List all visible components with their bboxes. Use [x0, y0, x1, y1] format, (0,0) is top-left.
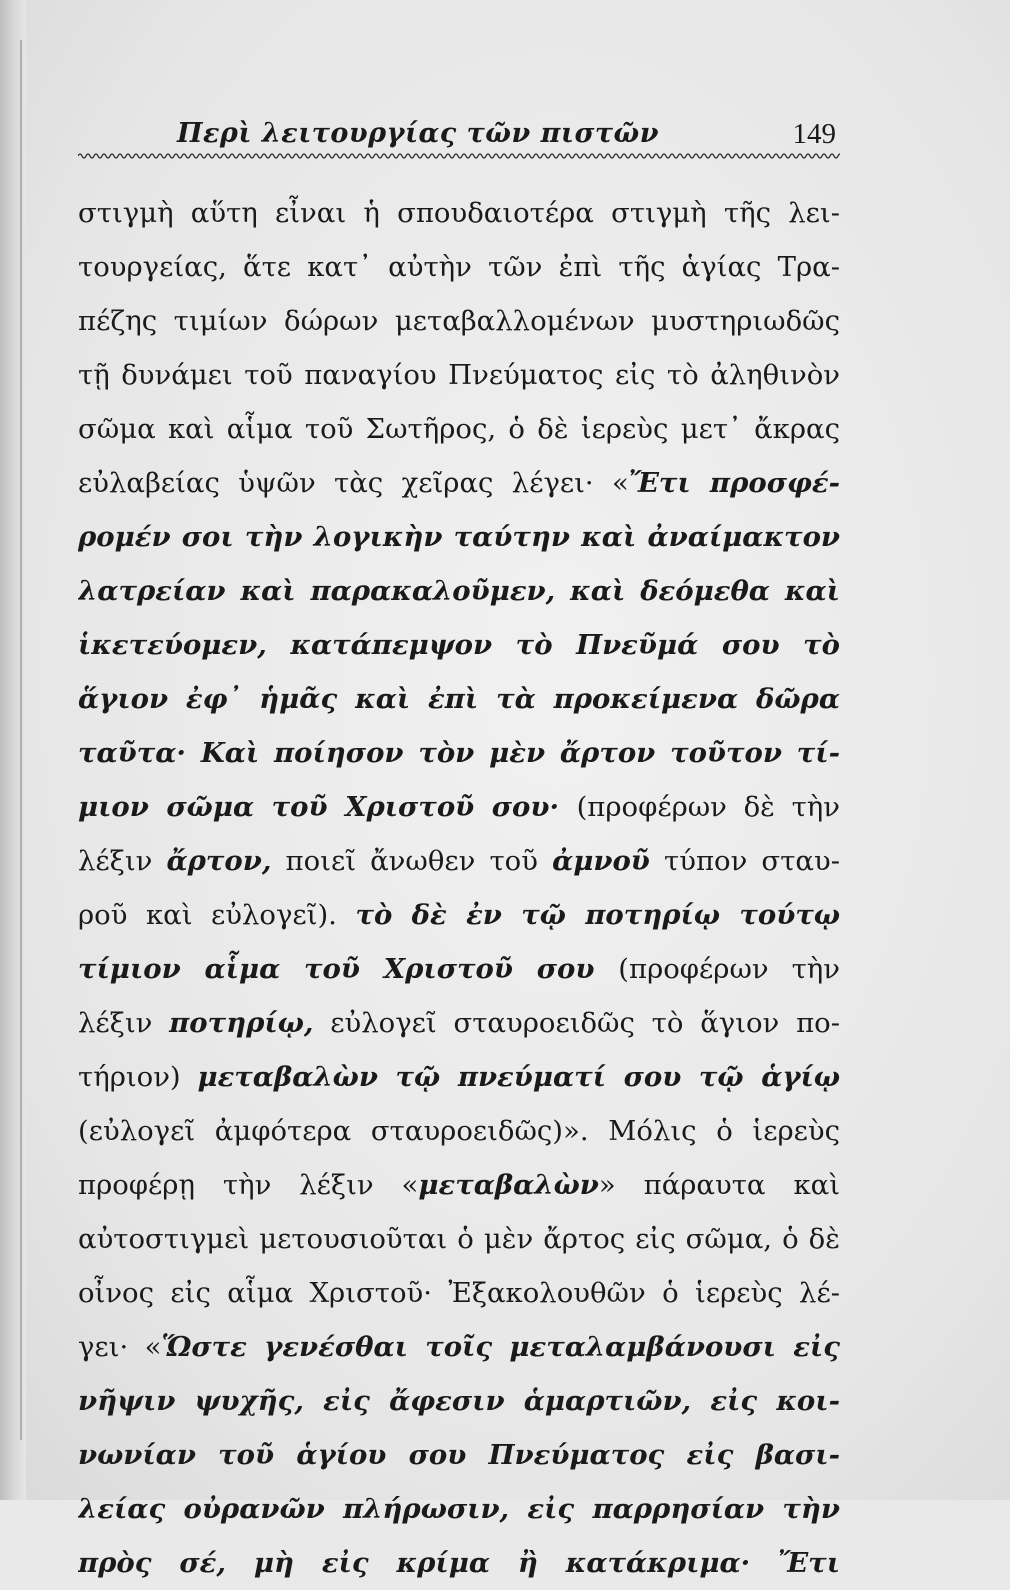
italic-text-run: μεταβαλὼν: [418, 1169, 599, 1201]
italic-text-run: τὸ δὲ ἐν τῷ ποτηρίῳ τούτῳ: [355, 899, 840, 931]
text-line: [78, 348, 840, 402]
italic-text-run: ἱκετεύομεν, κατάπεμψον τὸ Πνεῦμά σου τὸ: [78, 629, 840, 661]
text-run: τήριον): [78, 1061, 198, 1093]
text-line: [78, 780, 840, 834]
text-run: οἶνος εἰς αἷμα Χριστοῦ· Ἐξακολουθῶν ὁ ἱερεὺς λέ-: [78, 1277, 840, 1309]
text-run: προφέρῃ τὴν λέξιν «: [78, 1169, 419, 1201]
text-run: ποιεῖ ἄνωθεν τοῦ: [271, 845, 553, 877]
italic-text-run: ἄρτον,: [166, 845, 272, 877]
text-run: τουργείας, ἅτε κατ᾽ αὐτὴν τῶν ἐπὶ τῆς ἁγίας Τρα-: [78, 251, 840, 283]
italic-text-run: μιον σῶμα τοῦ Χριστοῦ σου·: [78, 791, 577, 823]
text-line: [78, 1158, 840, 1212]
body-text: [78, 186, 840, 1590]
text-line: [78, 1536, 840, 1590]
text-line: [78, 1428, 840, 1482]
text-run: εὐλαβείας ὑψῶν τὰς χεῖρας λέγει· «: [78, 467, 629, 499]
text-line: [78, 1482, 840, 1536]
text-line: [78, 942, 840, 996]
italic-text-run: Ἔτι προσφέ-: [628, 467, 840, 499]
italic-text-run: μεταβαλὼν τῷ πνεύματί σου τῷ ἁγίῳ: [197, 1061, 840, 1093]
text-line: [78, 1104, 840, 1158]
text-line: [78, 726, 840, 780]
text-run: τῇ δυνάμει τοῦ παναγίου Πνεύματος εἰς τὸ ἀληθινὸν: [78, 359, 840, 391]
text-run: λέξιν: [78, 1007, 170, 1039]
text-run: (εὐλογεῖ ἀμφότερα σταυροειδῶς)». Μόλις ὁ ἱερεὺς: [78, 1115, 840, 1147]
italic-text-run: λείας οὐρανῶν πλήρωσιν, εἰς παρρησίαν τὴν: [78, 1493, 840, 1525]
text-line: [78, 564, 840, 618]
text-run: σῶμα καὶ αἷμα τοῦ Σωτῆρος, ὁ δὲ ἱερεὺς μετ᾽ ἄκρας: [78, 413, 840, 445]
page-number: 149: [792, 118, 836, 150]
italic-text-run: πρὸς σέ, μὴ εἰς κρίμα ἢ κατάκριμα· Ἔτι: [78, 1547, 840, 1579]
text-run: αὐτοστιγμεὶ μετουσιοῦται ὁ μὲν ἄρτος εἰς σῶμα, ὁ δὲ: [78, 1223, 840, 1255]
book-spine-shadow: [0, 0, 26, 1500]
text-run: εὐλογεῖ σταυροειδῶς τὸ ἅγιον πο-: [313, 1007, 840, 1039]
text-line: [78, 456, 840, 510]
spine-edge-line: [20, 40, 22, 1440]
italic-text-run: Ὥστε γενέσθαι τοῖς μεταλαμβάνουσι εἰς: [161, 1331, 840, 1363]
italic-text-run: νωνίαν τοῦ ἁγίου σου Πνεύματος εἰς βασι-: [78, 1439, 840, 1471]
text-line: [78, 672, 840, 726]
text-line: [78, 996, 840, 1050]
text-run: γει· «: [78, 1331, 162, 1363]
running-title: Περὶ λειτουργίας τῶν πιστῶν: [177, 118, 659, 149]
text-line: [78, 186, 840, 240]
text-line: [78, 402, 840, 456]
text-line: [78, 1212, 840, 1266]
text-line: [78, 618, 840, 672]
italic-text-run: λατρείαν καὶ παρακαλοῦμεν, καὶ δεόμεθα καὶ: [78, 575, 840, 607]
text-line: [78, 1050, 840, 1104]
text-line: [78, 834, 840, 888]
text-line: [78, 294, 840, 348]
italic-text-run: ταῦτα· Καὶ ποίησον τὸν μὲν ἄρτον τοῦτον τί-: [78, 737, 840, 769]
italic-text-run: ἀμνοῦ: [552, 845, 650, 877]
italic-text-run: ποτηρίῳ,: [169, 1007, 314, 1039]
text-run: (προφέρων δὲ τὴν: [576, 791, 840, 823]
text-line: [78, 1320, 840, 1374]
text-run: πέζης τιμίων δώρων μεταβαλλομένων μυστηριωδῶς: [78, 305, 840, 337]
italic-text-run: ἅγιον ἐφ᾽ ἡμᾶς καὶ ἐπὶ τὰ προκείμενα δῶρα: [78, 683, 840, 715]
text-run: » πάραυτα καὶ: [598, 1169, 840, 1201]
italic-text-run: τίμιον αἷμα τοῦ Χριστοῦ σου: [78, 953, 619, 985]
text-run: ροῦ καὶ εὐλογεῖ).: [78, 899, 356, 931]
text-line: [78, 1374, 840, 1428]
wavy-rule-ornament: [78, 150, 840, 162]
text-run: τύπον σταυ-: [649, 845, 840, 877]
text-line: [78, 888, 840, 942]
italic-text-run: ρομέν σοι τὴν λογικὴν ταύτην καὶ ἀναίμακτον: [78, 521, 840, 553]
text-run: στιγμὴ αὕτη εἶναι ἡ σπουδαιοτέρα στιγμὴ τῆς λει-: [78, 197, 840, 229]
text-line: [78, 1266, 840, 1320]
text-line: [78, 510, 840, 564]
text-run: λέξιν: [78, 845, 167, 877]
text-line: [78, 240, 840, 294]
italic-text-run: νῆψιν ψυχῆς, εἰς ἄφεσιν ἁμαρτιῶν, εἰς κοι-: [78, 1385, 840, 1417]
text-run: (προφέρων τὴν: [618, 953, 840, 985]
